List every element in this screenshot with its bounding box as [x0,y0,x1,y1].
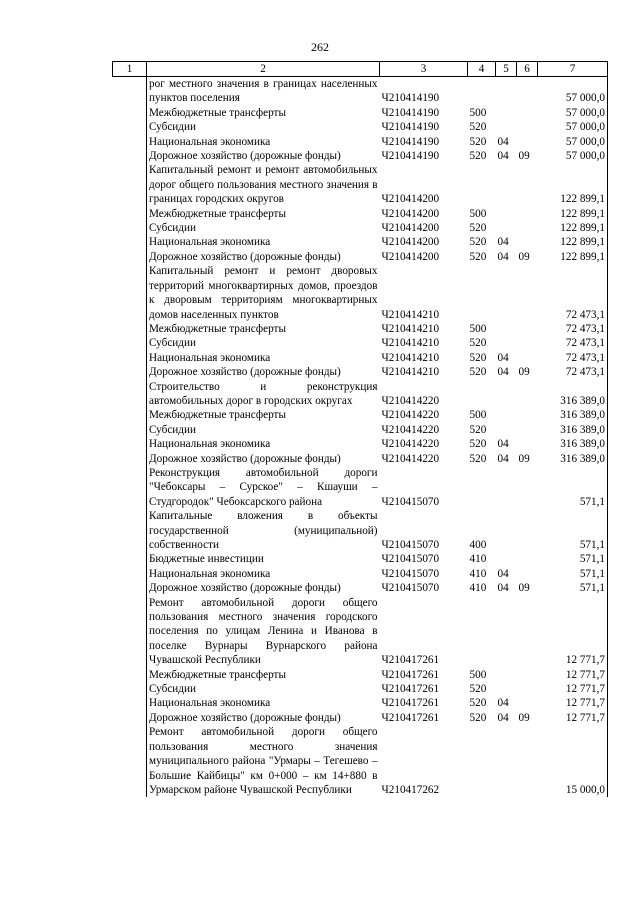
cell-expense-type: 500 [469,409,487,422]
cell-section [496,423,517,437]
cell-amount: 122 899,1 [538,207,608,221]
cell-name: Капитальные вложения в объекты государственной (муниципальной) собственности [147,509,380,552]
cell-subsection [517,207,538,221]
table-row [113,106,608,120]
cell-subsection [517,466,538,509]
cell-name: Ремонт автомобильной дороги общего пользования местного значения городского поселения по улицам Ленина и Иванова в поселке Вурнары Вурнарского района Чувашской Республики [147,596,380,668]
header-col-6: 6 [517,62,538,77]
cell-name: Субсидии [147,336,380,350]
cell-amount: 72 473,1 [538,264,608,322]
cell-section [496,77,517,106]
cell-subsection [517,77,538,106]
cell-name: Дорожное хозяйство (дорожные фонды) [147,250,380,264]
cell-section: 04 [497,351,509,364]
cell-empty [113,207,147,221]
cell-subsection [517,336,538,350]
header-col-1: 1 [113,62,147,77]
table-row [113,581,608,595]
table-row [113,725,608,797]
cell-subsection [517,682,538,696]
cell-code: Ч210415070 [381,567,440,580]
cell-code: Ч210414200 [381,207,440,220]
cell-expense-type: 500 [469,668,487,681]
cell-expense-type: 520 [469,366,487,379]
cell-empty [113,120,147,134]
cell-empty [113,567,147,581]
cell-amount: 72 473,1 [538,351,608,365]
cell-section: 04 [497,250,509,263]
cell-amount: 122 899,1 [538,235,608,249]
cell-code: Ч210414210 [381,322,440,335]
cell-amount: 12 771,7 [538,682,608,696]
cell-section [496,336,517,350]
cell-expense-type: 400 [469,539,487,551]
cell-empty [113,581,147,595]
cell-name: Дорожное хозяйство (дорожные фонды) [147,711,380,725]
header-col-3: 3 [380,62,468,77]
cell-amount: 72 473,1 [538,322,608,336]
cell-name: Межбюджетные трансферты [147,668,380,682]
table-row [113,149,608,163]
cell-code: Ч210414190 [381,135,440,148]
cell-expense-type: 520 [469,438,487,451]
cell-amount: 12 771,7 [538,668,608,682]
cell-section: 04 [497,567,509,580]
table-row [113,120,608,134]
cell-expense-type [468,77,496,106]
header-col-5: 5 [496,62,517,77]
table-row [113,509,608,552]
cell-subsection [517,725,538,797]
cell-section: 04 [497,135,509,148]
cell-section: 04 [497,438,509,451]
budget-table [112,61,608,797]
cell-subsection [517,668,538,682]
cell-code: Ч210414200 [381,222,440,235]
cell-subsection [517,696,538,710]
cell-name: Дорожное хозяйство (дорожные фонды) [147,452,380,466]
cell-section [496,207,517,221]
cell-section [496,380,517,409]
cell-amount: 316 389,0 [538,437,608,451]
cell-section [496,221,517,235]
cell-section [496,552,517,566]
cell-empty [113,250,147,264]
cell-name: Бюджетные инвестиции [147,552,380,566]
cell-expense-type [468,380,496,409]
cell-name: Межбюджетные трансферты [147,408,380,422]
header-col-4: 4 [468,62,496,77]
table-row [113,682,608,696]
page-number: 262 [311,40,329,54]
cell-amount: 12 771,7 [538,696,608,710]
table-row [113,711,608,725]
cell-name: Строительство и реконструкция автомобильных дорог в городских округах [147,380,380,409]
cell-expense-type: 520 [469,150,487,163]
cell-subsection [517,437,538,451]
cell-subsection: 09 [518,582,530,595]
cell-section [496,596,517,668]
cell-expense-type: 500 [469,207,487,220]
cell-subsection [517,221,538,235]
cell-name: Субсидии [147,423,380,437]
table-row [113,322,608,336]
header-col-2: 2 [147,62,380,77]
cell-subsection [517,322,538,336]
cell-name: Дорожное хозяйство (дорожные фонды) [147,581,380,595]
cell-amount: 122 899,1 [538,221,608,235]
cell-code: Ч210414220 [381,423,440,436]
cell-empty [113,221,147,235]
cell-empty [113,711,147,725]
cell-empty [113,163,147,206]
cell-name: Дорожное хозяйство (дорожные фонды) [147,149,380,163]
cell-section [496,163,517,206]
cell-empty [113,682,147,696]
cell-amount: 316 389,0 [538,380,608,409]
cell-code: Ч210415070 [381,582,440,595]
cell-subsection: 09 [518,366,530,379]
cell-code: Ч210414190 [381,92,440,105]
cell-code: Ч210414220 [381,438,440,451]
cell-empty [113,365,147,379]
cell-name: Субсидии [147,682,380,696]
cell-empty [113,264,147,322]
table-row [113,668,608,682]
cell-amount: 571,1 [538,567,608,581]
cell-name: Национальная экономика [147,567,380,581]
cell-expense-type [468,725,496,797]
cell-subsection [517,509,538,552]
cell-subsection [517,120,538,134]
cell-expense-type: 520 [469,222,487,235]
table-row [113,135,608,149]
cell-empty [113,336,147,350]
cell-expense-type: 410 [469,567,487,580]
cell-code: Ч210417262 [381,783,440,796]
cell-name: Национальная экономика [147,235,380,249]
table-row [113,221,608,235]
cell-expense-type [468,466,496,509]
cell-amount: 571,1 [538,581,608,595]
cell-empty [113,380,147,409]
table-row [113,466,608,509]
cell-section: 04 [497,452,509,465]
cell-code: Ч210414200 [381,193,440,206]
cell-name: Капитальный ремонт и ремонт дворовых территорий многоквартирных домов, проездов к дворовым территориям многоквартирных домов населенных пунктов [147,264,380,322]
cell-name: Национальная экономика [147,351,380,365]
table-row [113,77,608,106]
cell-code: Ч210414190 [381,106,440,119]
cell-amount: 15 000,0 [538,725,608,797]
cell-amount: 57 000,0 [538,106,608,120]
cell-subsection [517,596,538,668]
cell-subsection: 09 [518,150,530,163]
cell-empty [113,408,147,422]
cell-section [496,466,517,509]
cell-empty [113,725,147,797]
cell-expense-type: 500 [469,106,487,119]
cell-subsection [517,423,538,437]
cell-code: Ч210414200 [381,236,440,249]
cell-name: Межбюджетные трансферты [147,207,380,221]
cell-empty [113,149,147,163]
cell-empty [113,437,147,451]
cell-amount: 316 389,0 [538,423,608,437]
cell-amount: 57 000,0 [538,135,608,149]
cell-section: 04 [497,236,509,249]
cell-subsection [517,567,538,581]
cell-empty [113,596,147,668]
cell-expense-type: 520 [469,337,487,350]
cell-code: Ч210414220 [381,452,440,465]
cell-amount: 57 000,0 [538,149,608,163]
cell-code: Ч210415070 [381,553,440,566]
cell-amount: 316 389,0 [538,408,608,422]
table-row [113,552,608,566]
table-row [113,567,608,581]
cell-section [496,682,517,696]
cell-empty [113,322,147,336]
cell-code: Ч210414190 [381,121,440,134]
cell-expense-type [468,596,496,668]
cell-expense-type: 520 [469,452,487,465]
cell-subsection [517,351,538,365]
cell-expense-type: 520 [469,135,487,148]
cell-section: 04 [497,697,509,710]
cell-amount: 72 473,1 [538,336,608,350]
cell-empty [113,106,147,120]
cell-code: Ч210417261 [381,654,440,667]
cell-empty [113,77,147,106]
cell-amount: 122 899,1 [538,250,608,264]
cell-name: Дорожное хозяйство (дорожные фонды) [147,365,380,379]
cell-subsection [517,380,538,409]
cell-amount: 57 000,0 [538,120,608,134]
table-body [113,77,608,798]
cell-section [496,668,517,682]
cell-name: Ремонт автомобильной дороги общего пользования местного значения муниципального района "Урмары – Тегешево – Большие Кайбицы" км 0+000 – км 14+880 в Урмарском районе Чувашской Республики [147,725,380,797]
table-row [113,380,608,409]
cell-expense-type: 500 [469,322,487,335]
cell-expense-type: 410 [469,553,487,566]
cell-subsection [517,163,538,206]
table-row [113,423,608,437]
table-row [113,264,608,322]
cell-code: Ч210414210 [381,351,440,364]
cell-expense-type: 520 [469,351,487,364]
cell-code: Ч210414210 [381,308,440,321]
cell-empty [113,509,147,552]
cell-section: 04 [497,582,509,595]
cell-amount: 122 899,1 [538,163,608,206]
table-row [113,163,608,206]
cell-empty [113,452,147,466]
table-row [113,235,608,249]
table-row [113,250,608,264]
cell-amount: 571,1 [538,552,608,566]
cell-code: Ч210417261 [381,668,440,681]
cell-name: рог местного значения в границах населенных пунктов поселения [147,77,380,106]
cell-expense-type: 520 [469,423,487,436]
cell-empty [113,466,147,509]
cell-subsection [517,106,538,120]
cell-section [496,106,517,120]
cell-expense-type: 410 [469,582,487,595]
cell-empty [113,351,147,365]
cell-empty [113,423,147,437]
cell-expense-type [468,264,496,322]
cell-section [496,509,517,552]
cell-amount: 316 389,0 [538,452,608,466]
cell-expense-type: 520 [469,236,487,249]
cell-name: Капитальный ремонт и ремонт автомобильных дорог общего пользования местного значения в границах городских округов [147,163,380,206]
table-row [113,437,608,451]
cell-empty [113,552,147,566]
table-row [113,696,608,710]
cell-section: 04 [497,150,509,163]
table-row [113,452,608,466]
cell-expense-type: 520 [469,711,487,724]
header-col-7: 7 [538,62,608,77]
cell-section [496,264,517,322]
cell-subsection: 09 [518,250,530,263]
cell-code: Ч210414220 [381,394,440,407]
cell-code: Ч210414210 [381,337,440,350]
cell-code: Ч210414210 [381,366,440,379]
cell-code: Ч210417261 [381,711,440,724]
cell-subsection [517,408,538,422]
cell-subsection: 09 [518,452,530,465]
table-header [113,62,608,77]
cell-amount: 12 771,7 [538,596,608,668]
cell-amount: 571,1 [538,509,608,552]
table-row [113,596,608,668]
cell-subsection [517,264,538,322]
cell-section [496,120,517,134]
table-row [113,351,608,365]
table-row [113,336,608,350]
cell-name: Национальная экономика [147,135,380,149]
cell-empty [113,135,147,149]
cell-section [496,725,517,797]
cell-subsection [517,135,538,149]
table-row [113,207,608,221]
cell-code: Ч210415070 [381,495,440,508]
cell-code: Ч210414200 [381,250,440,263]
cell-expense-type: 520 [469,250,487,263]
cell-empty [113,668,147,682]
cell-section: 04 [497,711,509,724]
cell-amount: 12 771,7 [538,711,608,725]
cell-subsection: 09 [518,711,530,724]
cell-name: Субсидии [147,120,380,134]
cell-expense-type: 520 [469,697,487,710]
cell-amount: 57 000,0 [538,77,608,106]
cell-section [496,322,517,336]
cell-code: Ч210414220 [381,409,440,422]
cell-empty [113,696,147,710]
cell-section: 04 [497,366,509,379]
cell-section [496,408,517,422]
cell-amount: 571,1 [538,466,608,509]
cell-name: Межбюджетные трансферты [147,106,380,120]
cell-name: Межбюджетные трансферты [147,322,380,336]
cell-name: Субсидии [147,221,380,235]
cell-subsection [517,552,538,566]
cell-code: Ч210414190 [381,150,440,163]
cell-empty [113,235,147,249]
cell-expense-type: 520 [469,121,487,134]
table-row [113,365,608,379]
cell-name: Национальная экономика [147,696,380,710]
cell-expense-type [468,163,496,206]
cell-code: Ч210415070 [381,539,440,551]
table-row [113,408,608,422]
cell-amount: 72 473,1 [538,365,608,379]
header-row [113,62,608,77]
cell-expense-type: 520 [469,683,487,696]
cell-code: Ч210417261 [381,683,440,696]
cell-name: Национальная экономика [147,437,380,451]
cell-name: Реконструкция автомобильной дороги "Чебоксары – Сурское" – Кшауши – Студгородок" Чебоксарского района [147,466,380,509]
cell-subsection [517,235,538,249]
cell-code: Ч210417261 [381,697,440,710]
